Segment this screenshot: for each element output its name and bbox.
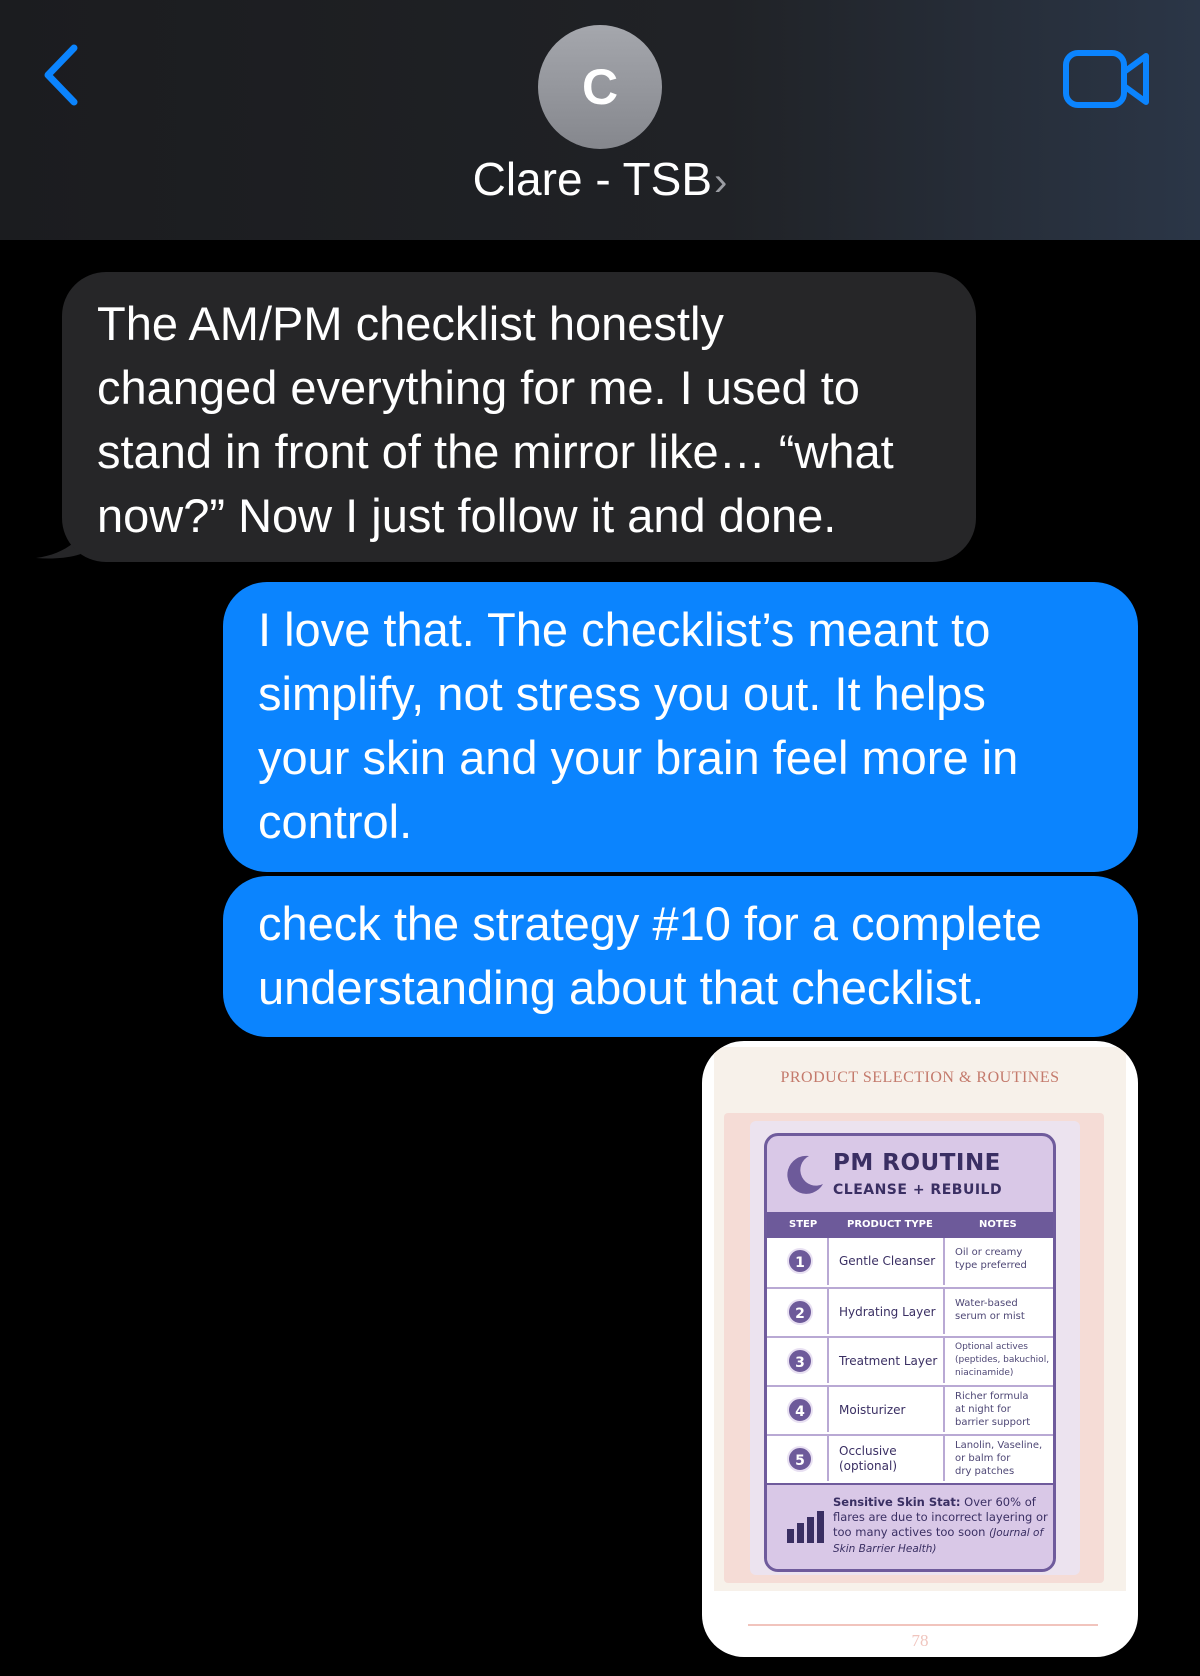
notes: Richer formula at night for barrier support: [955, 1391, 1031, 1428]
card-header: [767, 1136, 1053, 1212]
step-number: 3: [787, 1348, 813, 1374]
contact-name-text: Clare - TSB: [472, 153, 713, 205]
table-row: [767, 1336, 1053, 1383]
page-divider: [748, 1624, 1098, 1626]
chevron-right-icon: ›: [714, 160, 728, 204]
message-line: now?” Now I just follow it and done.: [97, 489, 837, 542]
routine-card: [764, 1133, 1056, 1572]
product-type: Gentle Cleanser: [839, 1254, 936, 1268]
moon-icon: [783, 1152, 827, 1196]
table-body: [767, 1238, 1053, 1483]
table-row: [767, 1434, 1053, 1481]
card-subtitle: CLEANSE + REBUILD: [833, 1182, 1003, 1198]
product-type: Occlusive (optional): [839, 1444, 897, 1473]
step-number: 5: [787, 1446, 813, 1472]
table-header: [767, 1212, 1053, 1238]
card-title: PM ROUTINE: [833, 1150, 1001, 1176]
notes: Optional actives (peptides, bakuchiol, niacinamide): [955, 1342, 1050, 1378]
stat-box: [767, 1483, 1053, 1572]
stat-text: Sensitive Skin Stat: Over 60% of flares are due to incorrect layering or too many actives too soon (Journal of Skin Barrier Health): [833, 1495, 1048, 1555]
conversation-header: [0, 0, 1200, 240]
message-line: I love that. The checklist’s meant to: [258, 603, 991, 656]
message-line: stand in front of the mirror like… “what: [97, 425, 894, 478]
message-line: understanding about that checklist.: [258, 961, 985, 1014]
table-row: [767, 1287, 1053, 1334]
document-title: PRODUCT SELECTION & ROUTINES: [780, 1069, 1060, 1086]
message-line: your skin and your brain feel more in: [258, 731, 1019, 784]
product-type: Treatment Layer: [839, 1354, 938, 1368]
message-line: changed everything for me. I used to: [97, 361, 860, 414]
notes: Lanolin, Vaseline, or balm for dry patches: [955, 1440, 1043, 1477]
notes: Water-based serum or mist: [955, 1298, 1025, 1322]
incoming-message[interactable]: [62, 272, 976, 562]
notes: Oil or creamy type preferred: [955, 1247, 1027, 1271]
column-header: STEP: [789, 1219, 818, 1230]
column-header: PRODUCT TYPE: [847, 1219, 933, 1230]
image-attachment[interactable]: [702, 1041, 1138, 1657]
message-line: check the strategy #10 for a complete: [258, 897, 1042, 950]
product-type: Moisturizer: [839, 1403, 906, 1417]
table-row: [767, 1385, 1053, 1432]
column-header: NOTES: [979, 1219, 1017, 1230]
outgoing-message[interactable]: [223, 582, 1138, 872]
page-number: 78: [911, 1631, 929, 1650]
chevron-left-icon[interactable]: [38, 40, 88, 110]
avatar-initial: C: [581, 59, 619, 115]
outgoing-message[interactable]: [223, 876, 1138, 1037]
step-number: 2: [787, 1299, 813, 1325]
document-page: [714, 1047, 1126, 1591]
bar-chart-icon: [785, 1509, 825, 1545]
avatar[interactable]: [538, 25, 662, 149]
product-type: Hydrating Layer: [839, 1305, 936, 1319]
message-line: simplify, not stress you out. It helps: [258, 667, 986, 720]
video-camera-icon[interactable]: [1062, 48, 1152, 110]
step-number: 4: [787, 1397, 813, 1423]
message-line: The AM/PM checklist honestly: [97, 297, 724, 350]
step-number: 1: [787, 1248, 813, 1274]
message-line: control.: [258, 795, 413, 848]
contact-name[interactable]: [0, 152, 1200, 206]
table-row: [767, 1238, 1053, 1285]
